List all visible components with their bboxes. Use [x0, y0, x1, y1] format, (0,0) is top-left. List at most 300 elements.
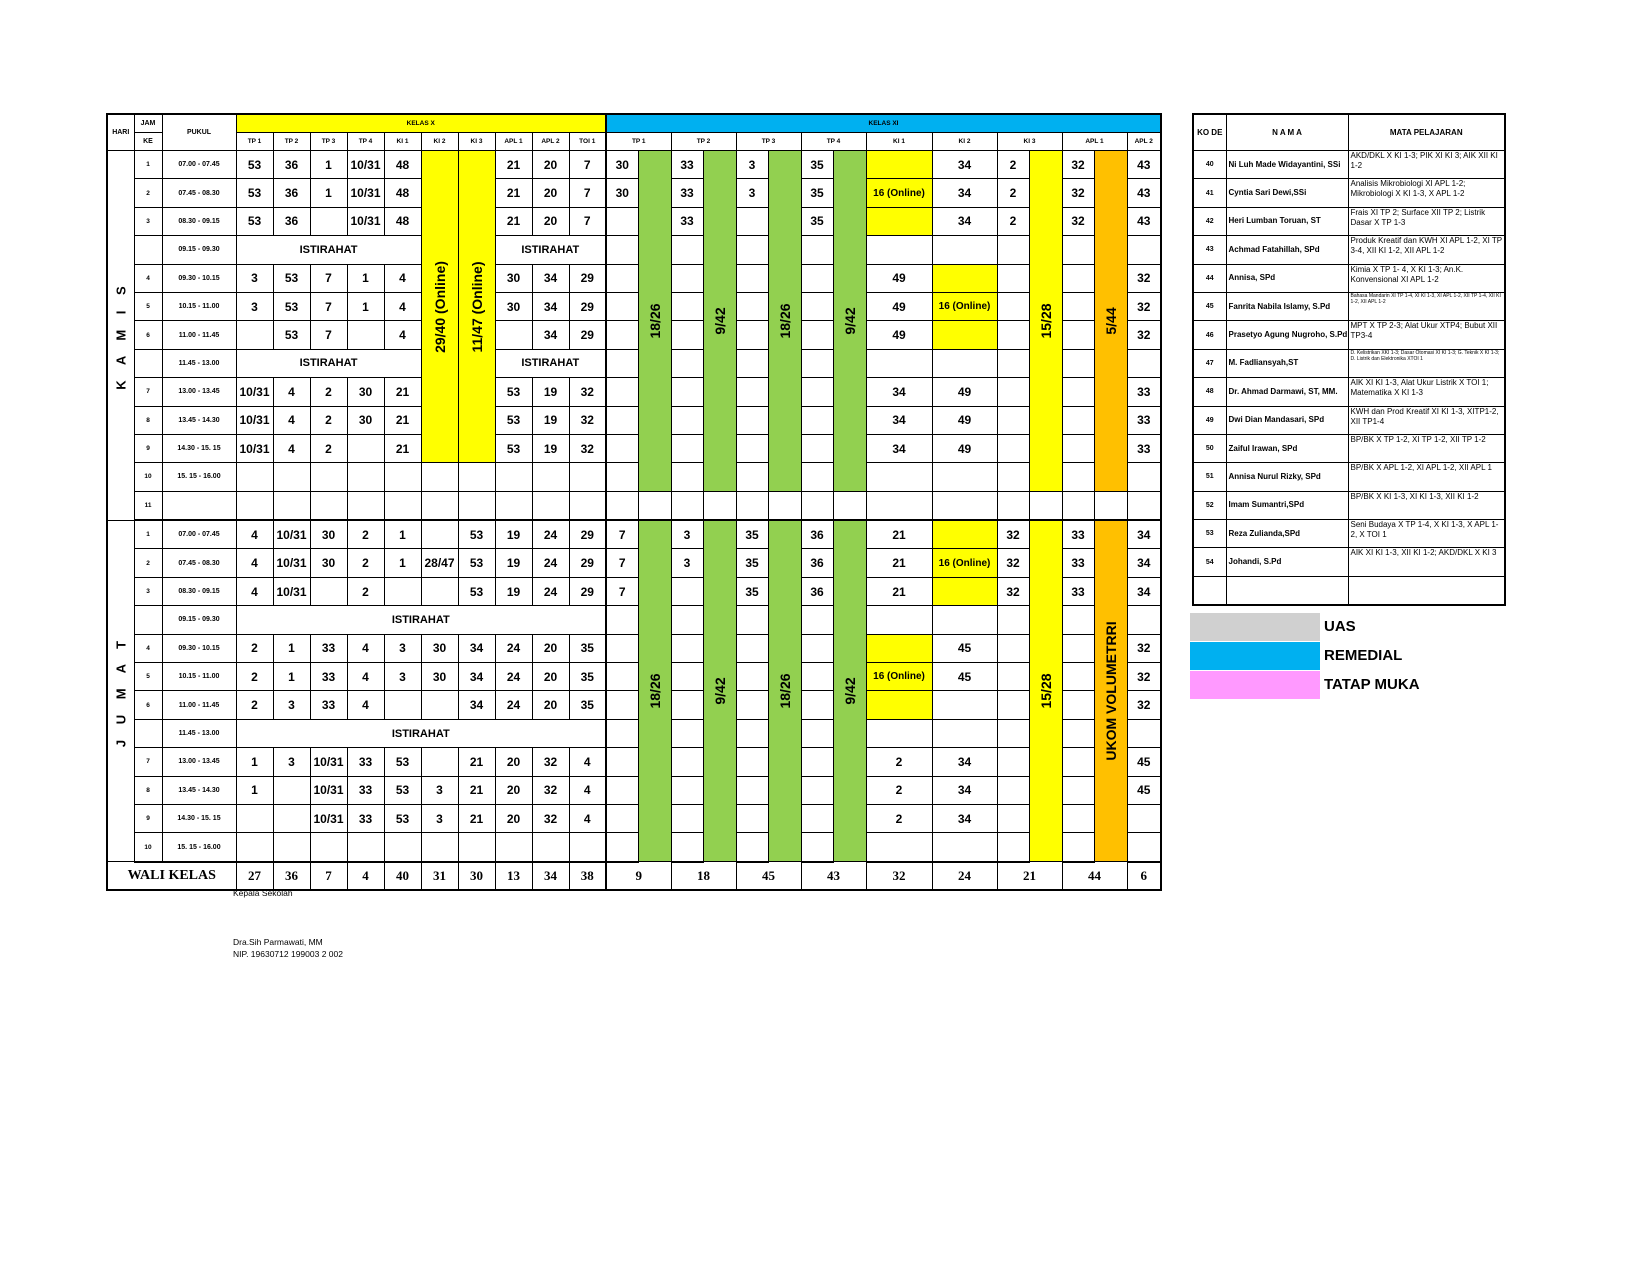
jam-cell: 4 — [134, 634, 162, 662]
schedule-cell — [1029, 491, 1062, 520]
schedule-cell — [866, 691, 932, 719]
schedule-cell — [736, 406, 768, 434]
online-cell: 16 (Online) — [866, 179, 932, 207]
schedule-cell: 34 — [932, 748, 997, 776]
schedule-cell: 32 — [532, 776, 569, 804]
schedule-cell: 1 — [347, 292, 384, 320]
span-text: 15/28 — [1037, 303, 1054, 339]
schedule-cell: 35 — [569, 663, 606, 691]
schedule-cell — [671, 264, 703, 292]
schedule-cell: 2 — [347, 549, 384, 577]
schedule-cell: 53 — [384, 776, 421, 804]
schedule-cell — [606, 207, 638, 235]
header-xi-col: TP 1 — [606, 133, 671, 151]
schedule-cell: 3 — [236, 292, 273, 320]
schedule-cell: 49 — [866, 321, 932, 349]
table-row — [107, 549, 1161, 577]
teacher-row — [1193, 491, 1505, 519]
schedule-cell — [236, 321, 273, 349]
schedule-cell: 29 — [569, 321, 606, 349]
schedule-cell — [736, 804, 768, 832]
schedule-cell: 4 — [384, 321, 421, 349]
schedule-cell — [736, 491, 768, 520]
legend-swatch — [1190, 671, 1320, 699]
wali-kelas-cell: 7 — [310, 862, 347, 890]
schedule-cell — [736, 776, 768, 804]
teacher-kode: 48 — [1193, 378, 1226, 406]
schedule-cell: 33 — [347, 804, 384, 832]
schedule-cell: 32 — [569, 434, 606, 462]
span-text: 9/42 — [841, 307, 858, 335]
schedule-cell — [671, 236, 703, 264]
schedule-cell — [606, 776, 638, 804]
schedule-cell — [671, 321, 703, 349]
schedule-cell — [310, 207, 347, 235]
teacher-nama: Cyntia Sari Dewi,SSi — [1226, 179, 1348, 207]
teacher-mapel: AIK XI KI 1-3, XII KI 1-2; AKD/DKL X KI 3 — [1348, 548, 1505, 576]
schedule-cell: 10/31 — [236, 434, 273, 462]
schedule-cell: 33 — [671, 151, 703, 179]
teacher-nama: Annisa, SPd — [1226, 264, 1348, 292]
schedule-cell — [736, 691, 768, 719]
teacher-row — [1193, 520, 1505, 548]
span-text: 9/42 — [711, 307, 728, 335]
span-text: 18/26 — [776, 303, 793, 339]
schedule-cell: 33 — [1062, 549, 1094, 577]
schedule-cell — [932, 264, 997, 292]
schedule-cell: 2 — [997, 179, 1029, 207]
teacher-nama: Prasetyo Agung Nugroho, S.Pd — [1226, 321, 1348, 349]
schedule-cell — [997, 833, 1029, 862]
jam-cell: 9 — [134, 434, 162, 462]
teacher-row — [1193, 236, 1505, 264]
schedule-cell: 24 — [532, 549, 569, 577]
teacher-mapel: AKD/DKL X KI 1-3; PIK XI KI 3; AIK XII KI 1-2 — [1348, 151, 1505, 179]
header-x-col: KI 1 — [384, 133, 421, 151]
schedule-cell — [606, 634, 638, 662]
header-hari: HARI — [107, 114, 134, 151]
schedule-cell: 34 — [458, 663, 495, 691]
schedule-cell — [606, 833, 638, 862]
schedule-cell: 3 — [273, 691, 310, 719]
schedule-cell: 36 — [273, 179, 310, 207]
schedule-cell: 49 — [866, 292, 932, 320]
schedule-cell: 48 — [384, 207, 421, 235]
schedule-cell: 21 — [495, 151, 532, 179]
schedule-cell — [606, 236, 638, 264]
schedule-cell — [1062, 491, 1094, 520]
time-cell: 14.30 - 15. 15 — [162, 434, 236, 462]
schedule-cell: 29 — [569, 549, 606, 577]
table-row — [107, 520, 1161, 549]
schedule-cell: 32 — [1127, 264, 1161, 292]
schedule-cell — [736, 719, 768, 747]
legend-label: TATAP MUKA — [1324, 676, 1420, 693]
teacher-mapel: Kimia X TP 1- 4, X KI 1-3; An.K. Konvensional XI APL 1-2 — [1348, 264, 1505, 292]
schedule-cell — [1127, 833, 1161, 862]
schedule-cell — [671, 606, 703, 634]
wali-kelas-cell: 34 — [532, 862, 569, 890]
schedule-cell: 28/47 — [421, 549, 458, 577]
schedule-cell: 10/31 — [347, 207, 384, 235]
schedule-cell: 49 — [932, 434, 997, 462]
time-cell: 07.00 - 07.45 — [162, 520, 236, 549]
schedule-cell: 32 — [997, 549, 1029, 577]
schedule-cell: 34 — [532, 321, 569, 349]
teacher-kode: 49 — [1193, 406, 1226, 434]
schedule-cell — [421, 577, 458, 605]
schedule-cell — [606, 292, 638, 320]
schedule-cell — [736, 748, 768, 776]
header-xi-col: APL 1 — [1062, 133, 1127, 151]
schedule-cell — [638, 491, 671, 520]
schedule-cell: 30 — [606, 151, 638, 179]
schedule-cell — [606, 378, 638, 406]
table-row — [107, 321, 1161, 349]
teacher-kode: 50 — [1193, 434, 1226, 462]
schedule-cell: 33 — [671, 179, 703, 207]
wali-kelas-cell: 4 — [347, 862, 384, 890]
schedule-cell — [671, 663, 703, 691]
schedule-cell — [1062, 321, 1094, 349]
schedule-cell — [997, 748, 1029, 776]
online-cell: 16 (Online) — [932, 549, 997, 577]
teacher-row — [1193, 264, 1505, 292]
table-row — [107, 776, 1161, 804]
legend-label: UAS — [1324, 618, 1356, 635]
schedule-cell: 33 — [1062, 520, 1094, 549]
schedule-cell — [347, 491, 384, 520]
table-row — [107, 491, 1161, 520]
schedule-cell: 2 — [236, 691, 273, 719]
span-text: 9/42 — [711, 677, 728, 705]
teacher-row — [1193, 321, 1505, 349]
legend — [1190, 613, 1490, 703]
schedule-cell: 45 — [1127, 748, 1161, 776]
schedule-cell: 24 — [532, 577, 569, 605]
schedule-cell — [932, 491, 997, 520]
table-row — [107, 691, 1161, 719]
schedule-cell: 4 — [236, 577, 273, 605]
schedule-cell — [384, 577, 421, 605]
schedule-cell: 20 — [532, 691, 569, 719]
schedule-cell: 30 — [347, 406, 384, 434]
jam-cell: 4 — [134, 264, 162, 292]
header-x-col: KI 3 — [458, 133, 495, 151]
schedule-cell: 48 — [384, 151, 421, 179]
schedule-cell: 30 — [310, 520, 347, 549]
schedule-cell — [532, 463, 569, 491]
schedule-cell — [384, 463, 421, 491]
schedule-cell: 20 — [532, 179, 569, 207]
time-cell: 10.15 - 11.00 — [162, 663, 236, 691]
schedule-cell — [801, 378, 833, 406]
teacher-kode: 52 — [1193, 491, 1226, 519]
signature-name: Dra.Sih Parmawati, MM — [233, 937, 323, 947]
schedule-cell: 30 — [495, 264, 532, 292]
schedule-cell: 53 — [236, 179, 273, 207]
schedule-cell — [458, 463, 495, 491]
span-xi-ki3 — [1029, 520, 1062, 862]
schedule-cell: 7 — [569, 151, 606, 179]
schedule-cell — [606, 663, 638, 691]
schedule-cell — [606, 491, 638, 520]
schedule-cell: 2 — [866, 804, 932, 832]
table-row — [107, 378, 1161, 406]
schedule-cell — [421, 491, 458, 520]
schedule-cell — [801, 406, 833, 434]
schedule-cell — [310, 577, 347, 605]
table-row — [107, 207, 1161, 235]
schedule-cell — [801, 663, 833, 691]
schedule-cell — [932, 236, 997, 264]
schedule-cell: 49 — [932, 406, 997, 434]
span-text: 5/44 — [1102, 307, 1119, 335]
header-jam: JAM — [134, 114, 162, 133]
schedule-cell: 53 — [273, 264, 310, 292]
schedule-cell: 33 — [347, 776, 384, 804]
time-cell: 08.30 - 09.15 — [162, 207, 236, 235]
schedule-cell: 53 — [495, 378, 532, 406]
jam-cell — [134, 719, 162, 747]
schedule-cell — [384, 691, 421, 719]
schedule-cell: 43 — [1127, 151, 1161, 179]
schedule-cell: 34 — [932, 776, 997, 804]
schedule-cell: 36 — [801, 520, 833, 549]
schedule-cell — [606, 264, 638, 292]
schedule-cell — [1062, 833, 1094, 862]
teacher-mapel: BP/BK X TP 1-2, XI TP 1-2, XII TP 1-2 — [1348, 434, 1505, 462]
schedule-cell: 21 — [384, 434, 421, 462]
teacher-row — [1193, 207, 1505, 235]
schedule-cell: 20 — [532, 207, 569, 235]
schedule-cell: 36 — [273, 151, 310, 179]
wali-kelas-cell: 38 — [569, 862, 606, 890]
schedule-cell: 32 — [997, 577, 1029, 605]
teacher-nama — [1226, 576, 1348, 605]
span-text: 11/47 (Online) — [468, 261, 485, 353]
schedule-cell: 21 — [495, 179, 532, 207]
schedule-cell — [273, 491, 310, 520]
jam-cell: 10 — [134, 833, 162, 862]
schedule-cell — [866, 236, 932, 264]
schedule-cell — [310, 833, 347, 862]
teacher-nama: Zaiful Irawan, SPd — [1226, 434, 1348, 462]
schedule-cell: 2 — [310, 434, 347, 462]
wali-kelas-cell: 40 — [384, 862, 421, 890]
schedule-cell — [347, 463, 384, 491]
teacher-nama: Johandi, S.Pd — [1226, 548, 1348, 576]
day-label — [107, 151, 134, 521]
schedule-cell — [236, 463, 273, 491]
schedule-cell: 30 — [310, 549, 347, 577]
legend-swatch — [1190, 642, 1320, 670]
schedule-cell: 24 — [495, 691, 532, 719]
day-text: K A M I S — [113, 280, 129, 390]
schedule-cell: 45 — [1127, 776, 1161, 804]
header-xi-col: KI 2 — [932, 133, 997, 151]
schedule-cell: 3 — [384, 634, 421, 662]
teacher-mapel: AIK XI KI 1-3, Alat Ukur Listrik X TOI 1; Matematika X KI 1-3 — [1348, 378, 1505, 406]
schedule-cell: 10/31 — [347, 179, 384, 207]
schedule-cell: 19 — [532, 434, 569, 462]
table-row — [107, 748, 1161, 776]
schedule-cell — [801, 691, 833, 719]
time-cell: 11.45 - 13.00 — [162, 349, 236, 377]
wali-kelas-cell: 27 — [236, 862, 273, 890]
schedule-cell: 34 — [532, 292, 569, 320]
schedule-cell — [997, 264, 1029, 292]
schedule-cell: 2 — [347, 577, 384, 605]
schedule-cell — [606, 434, 638, 462]
schedule-cell — [671, 748, 703, 776]
schedule-cell: 36 — [801, 549, 833, 577]
schedule-cell: 3 — [273, 748, 310, 776]
table-row — [107, 719, 1161, 747]
schedule-cell — [1062, 406, 1094, 434]
schedule-cell — [273, 833, 310, 862]
schedule-cell: 32 — [1127, 691, 1161, 719]
schedule-cell: 29 — [569, 577, 606, 605]
schedule-cell — [801, 606, 833, 634]
jam-cell: 2 — [134, 179, 162, 207]
legend-label: REMEDIAL — [1324, 647, 1403, 664]
teacher-mapel: Produk Kreatif dan KWH XI APL 1-2, XI TP 3-4, XII KI 1-2, XII APL 1-2 — [1348, 236, 1505, 264]
schedule-cell — [273, 463, 310, 491]
schedule-cell: 32 — [1062, 207, 1094, 235]
table-row — [107, 577, 1161, 605]
schedule-cell — [671, 577, 703, 605]
schedule-cell: 48 — [384, 179, 421, 207]
teacher-row — [1193, 292, 1505, 320]
istirahat-cell: ISTIRAHAT — [236, 349, 421, 377]
schedule-cell: 34 — [932, 207, 997, 235]
header-mapel: MATA PELAJARAN — [1348, 114, 1505, 151]
schedule-cell — [671, 776, 703, 804]
schedule-cell: 35 — [569, 691, 606, 719]
schedule-cell: 49 — [866, 264, 932, 292]
schedule-cell: 32 — [1062, 151, 1094, 179]
schedule-cell: 24 — [495, 634, 532, 662]
schedule-cell — [932, 463, 997, 491]
schedule-cell: 33 — [1127, 378, 1161, 406]
schedule-cell — [932, 719, 997, 747]
time-cell: 09.15 - 09.30 — [162, 606, 236, 634]
teacher-kode: 45 — [1193, 292, 1226, 320]
schedule-cell — [801, 748, 833, 776]
schedule-cell — [736, 634, 768, 662]
schedule-cell — [495, 321, 532, 349]
schedule-cell: 35 — [569, 634, 606, 662]
schedule-cell — [932, 349, 997, 377]
schedule-cell — [997, 236, 1029, 264]
schedule-cell: 32 — [1062, 179, 1094, 207]
span-ki3 — [458, 151, 495, 463]
teacher-mapel: BP/BK X KI 1-3, XI KI 1-3, XII KI 1-2 — [1348, 491, 1505, 519]
schedule-cell — [997, 606, 1029, 634]
schedule-cell — [1062, 804, 1094, 832]
schedule-cell — [801, 634, 833, 662]
teacher-kode: 46 — [1193, 321, 1226, 349]
schedule-cell: 43 — [1127, 179, 1161, 207]
schedule-cell — [273, 776, 310, 804]
header-kelas-x: KELAS X — [236, 114, 606, 133]
teacher-row — [1193, 349, 1505, 377]
schedule-cell — [997, 691, 1029, 719]
teacher-kode: 53 — [1193, 520, 1226, 548]
schedule-cell — [833, 491, 866, 520]
schedule-cell: 30 — [421, 634, 458, 662]
teacher-nama: Heri Lumban Toruan, ST — [1226, 207, 1348, 235]
jam-cell — [134, 606, 162, 634]
schedule-cell: 4 — [347, 691, 384, 719]
schedule-cell: 4 — [236, 549, 273, 577]
schedule-cell — [932, 691, 997, 719]
schedule-cell — [1062, 691, 1094, 719]
teacher-mapel: Bahasa Mandarin XI TP 1-4, XI KI 1-3, XI APL 1-2, XII TP 1-4, XII KI 1-2, XII APL 1-2 — [1348, 292, 1505, 320]
wali-kelas-cell: 32 — [866, 862, 932, 890]
header-x-col: APL 2 — [532, 133, 569, 151]
time-cell: 11.00 - 11.45 — [162, 321, 236, 349]
schedule-cell — [1127, 463, 1161, 491]
teacher-row — [1193, 576, 1505, 605]
schedule-cell — [801, 321, 833, 349]
schedule-cell — [495, 833, 532, 862]
schedule-cell: 30 — [421, 663, 458, 691]
jam-cell: 5 — [134, 663, 162, 691]
schedule-cell — [997, 776, 1029, 804]
schedule-cell: 1 — [236, 748, 273, 776]
schedule-cell — [801, 719, 833, 747]
schedule-cell — [932, 606, 997, 634]
schedule-cell: 20 — [532, 634, 569, 662]
schedule-cell — [606, 321, 638, 349]
schedule-cell: 24 — [532, 520, 569, 549]
schedule-cell: 30 — [606, 179, 638, 207]
teacher-mapel: BP/BK X APL 1-2, XI APL 1-2, XII APL 1 — [1348, 463, 1505, 491]
schedule-cell: 34 — [1127, 577, 1161, 605]
schedule-cell: 24 — [495, 663, 532, 691]
wali-kelas-cell: 43 — [801, 862, 866, 890]
schedule-cell — [569, 491, 606, 520]
jam-cell — [134, 236, 162, 264]
jam-cell: 7 — [134, 748, 162, 776]
schedule-cell: 33 — [347, 748, 384, 776]
schedule-cell: 32 — [569, 406, 606, 434]
schedule-cell — [768, 491, 801, 520]
header-xi-col: TP 2 — [671, 133, 736, 151]
schedule-cell: 4 — [384, 292, 421, 320]
schedule-cell: 3 — [236, 264, 273, 292]
schedule-cell — [801, 236, 833, 264]
schedule-cell: 35 — [736, 549, 768, 577]
header-xi-col: TP 3 — [736, 133, 801, 151]
schedule-cell: 36 — [801, 577, 833, 605]
schedule-cell — [1062, 606, 1094, 634]
time-cell: 13.45 - 14.30 — [162, 776, 236, 804]
schedule-cell — [801, 833, 833, 862]
time-cell: 11.45 - 13.00 — [162, 719, 236, 747]
teacher-nama: Annisa Nurul Rizky, SPd — [1226, 463, 1348, 491]
span-xi-tp — [768, 151, 801, 492]
schedule-cell — [1062, 463, 1094, 491]
schedule-cell — [866, 833, 932, 862]
schedule-cell: 49 — [932, 378, 997, 406]
teacher-mapel: KWH dan Prod Kreatif XI KI 1-3, XITP1-2, XII TP1-4 — [1348, 406, 1505, 434]
teacher-kode: 44 — [1193, 264, 1226, 292]
schedule-cell: 29 — [569, 520, 606, 549]
span-text: 29/40 (Online) — [431, 260, 448, 353]
